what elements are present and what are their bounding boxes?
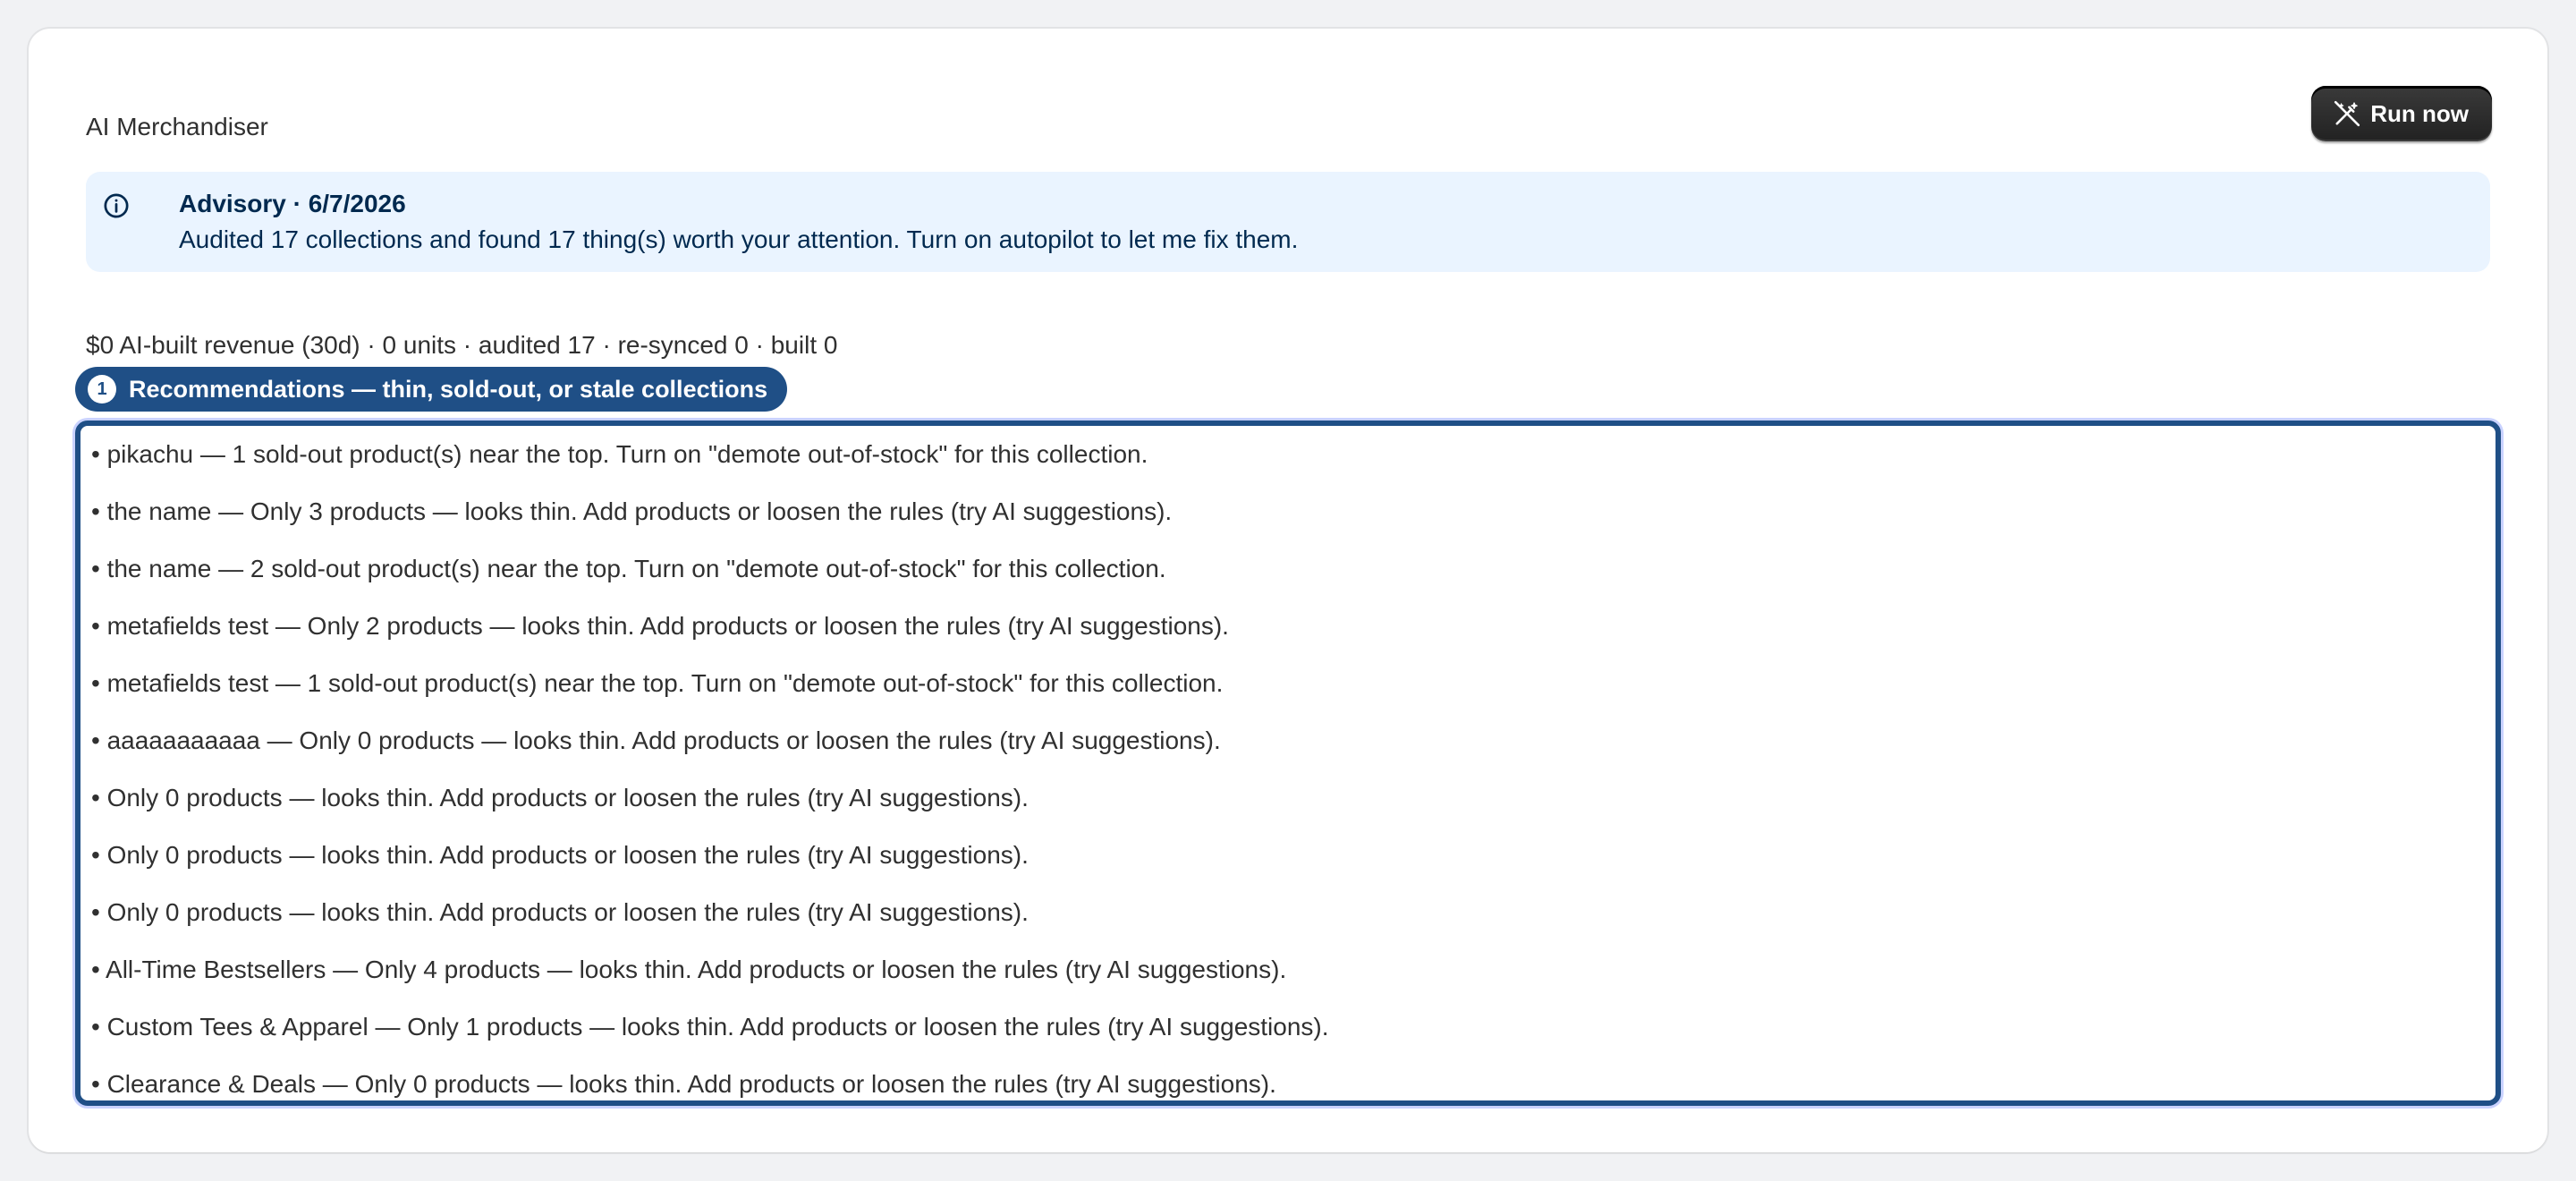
- recommendations-step-badge: [75, 367, 787, 412]
- list-item: • Clearance & Deals — Only 0 products — looks thin. Add products or loosen the rules (try AI suggestions).: [91, 1070, 1276, 1098]
- list-item: • the name — Only 3 products — looks thin. Add products or loosen the rules (try AI suggestions).: [91, 497, 1173, 525]
- list-item: • Custom Tees & Apparel — Only 1 products — looks thin. Add products or loosen the rules (try AI suggestions).: [91, 1013, 1329, 1041]
- stats-summary: $0 AI-built revenue (30d) · 0 units · audited 17 · re-synced 0 · built 0: [86, 331, 838, 359]
- list-item: • metafields test — 1 sold-out product(s) near the top. Turn on "demote out-of-stock" for this collection.: [91, 669, 1224, 697]
- step-number: 1: [88, 375, 116, 404]
- list-item: • metafields test — Only 2 products — looks thin. Add products or loosen the rules (try AI suggestions).: [91, 612, 1229, 640]
- info-icon: [102, 191, 131, 220]
- recommendations-list-box[interactable]: [75, 421, 2501, 1106]
- list-item: • pikachu — 1 sold-out product(s) near the top. Turn on "demote out-of-stock" for this collection.: [91, 440, 1148, 468]
- list-item: • All-Time Bestsellers — Only 4 products — looks thin. Add products or loosen the rules (try AI suggestions).: [91, 956, 1287, 983]
- magic-wand-icon: [2333, 99, 2361, 128]
- recommendations-title: Recommendations — thin, sold-out, or stale collections: [129, 375, 768, 403]
- advisory-body: Audited 17 collections and found 17 thing(s) worth your attention. Turn on autopilot to let me fix them.: [179, 225, 1299, 253]
- advisory-banner: [86, 172, 2490, 272]
- list-item: • Only 0 products — looks thin. Add products or loosen the rules (try AI suggestions).: [91, 784, 1029, 811]
- list-item: • Only 0 products — looks thin. Add products or loosen the rules (try AI suggestions).: [91, 841, 1029, 869]
- advisory-title: Advisory · 6/7/2026: [179, 190, 406, 217]
- list-item: • aaaaaaaaaaa — Only 0 products — looks thin. Add products or loosen the rules (try AI suggestions).: [91, 726, 1221, 754]
- list-item: • the name — 2 sold-out product(s) near the top. Turn on "demote out-of-stock" for this collection.: [91, 555, 1166, 582]
- list-item: • Only 0 products — looks thin. Add products or loosen the rules (try AI suggestions).: [91, 898, 1029, 926]
- page-title: AI Merchandiser: [86, 113, 268, 140]
- run-now-label: Run now: [2370, 99, 2469, 127]
- run-now-button[interactable]: [2311, 86, 2492, 141]
- recommendations-list: [91, 437, 2485, 1124]
